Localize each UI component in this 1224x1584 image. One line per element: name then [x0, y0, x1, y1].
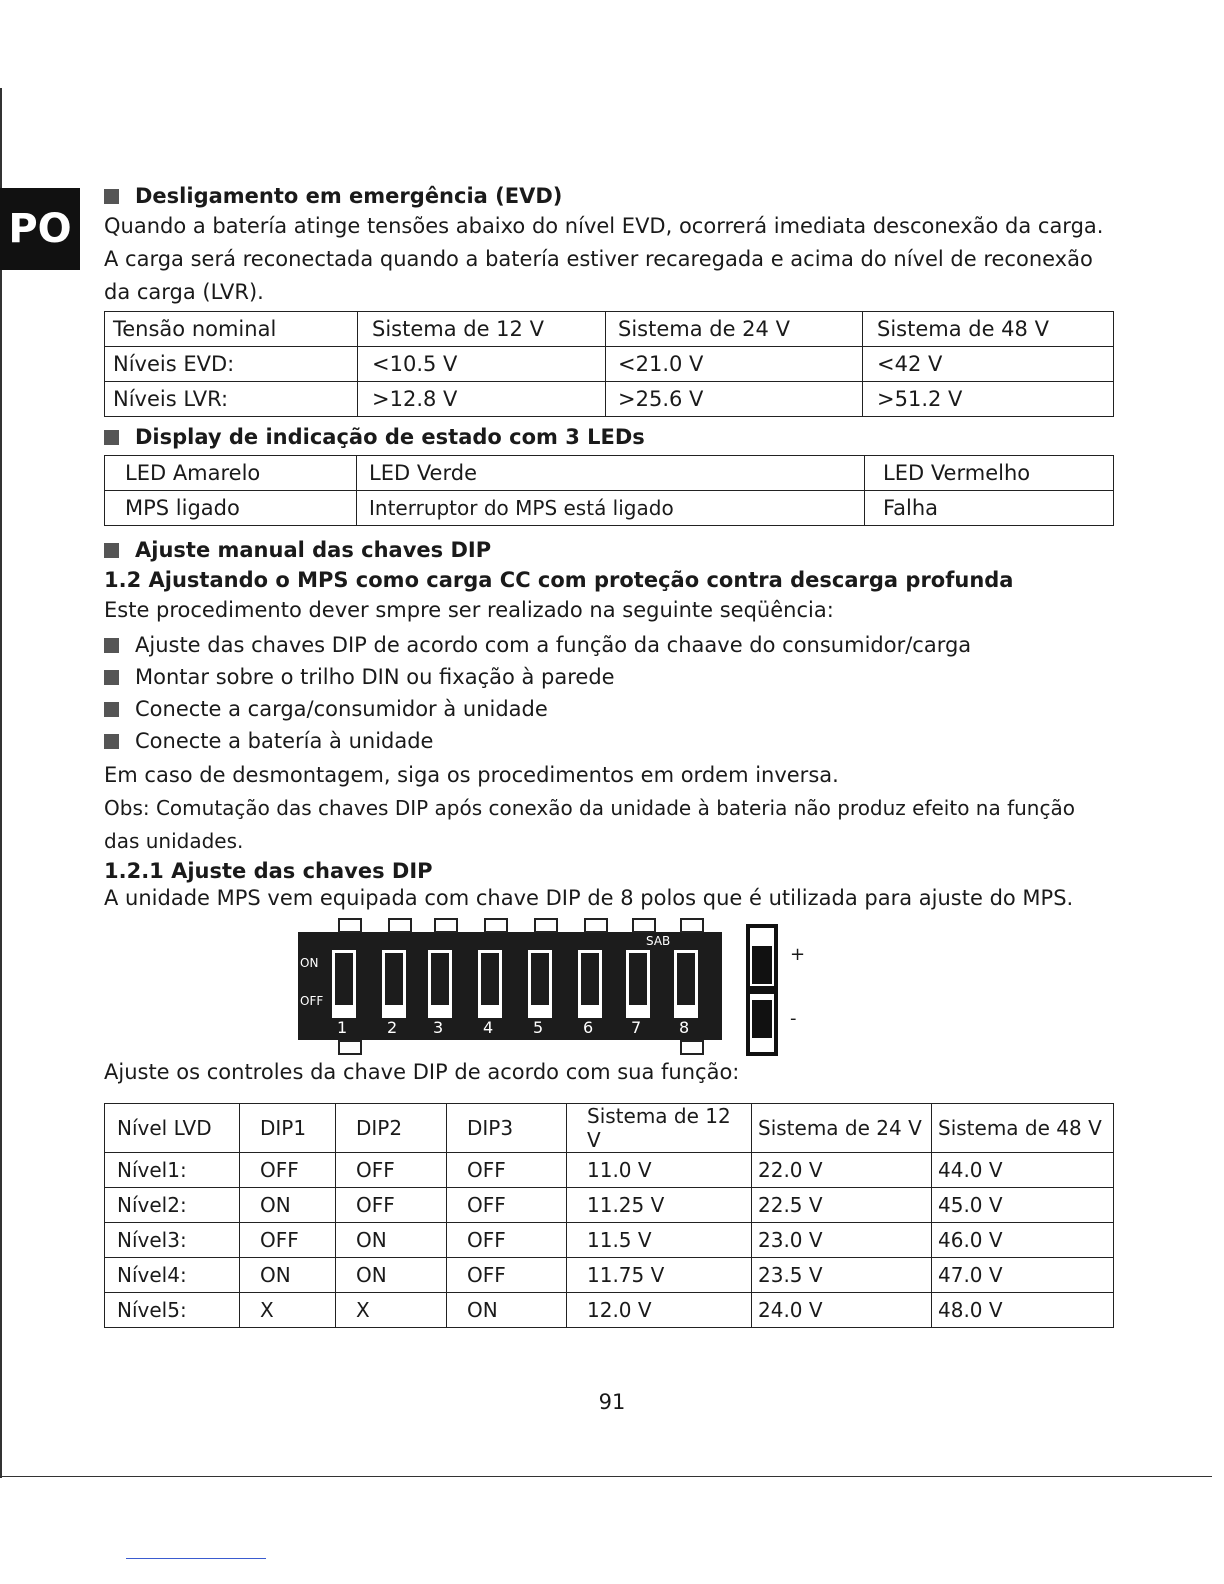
- bullet-square-icon: [104, 670, 119, 685]
- dip-top-cap: [680, 918, 704, 933]
- table-cell: DIP3: [447, 1104, 567, 1153]
- table-cell: 24.0 V: [752, 1293, 932, 1328]
- left-border-line: [0, 88, 2, 1478]
- dip-top-cap: [534, 918, 558, 933]
- table-cell: OFF: [447, 1258, 567, 1293]
- dip-number-label: 1: [337, 1018, 348, 1037]
- dip-top-cap: [388, 918, 412, 933]
- table-cell: <21.0 V: [606, 347, 863, 382]
- table-row: [105, 382, 1114, 417]
- table-cell: 46.0 V: [932, 1223, 1114, 1258]
- lvd-table: [104, 1103, 1114, 1328]
- evd-heading-text: Desligamento em emergência (EVD): [135, 184, 563, 208]
- table-cell: 45.0 V: [932, 1188, 1114, 1223]
- table-cell: OFF: [240, 1223, 336, 1258]
- dip-number-label: 2: [387, 1018, 398, 1037]
- dip-switch-4[interactable]: [478, 950, 502, 1018]
- minus-label: -: [790, 1008, 797, 1029]
- bullet-square-icon: [104, 734, 119, 749]
- dip-number-label: 3: [433, 1018, 444, 1037]
- led-heading: [104, 425, 1114, 449]
- table-cell: 12.0 V: [567, 1293, 752, 1328]
- table-cell: 22.0 V: [752, 1153, 932, 1188]
- table-cell: 11.0 V: [567, 1153, 752, 1188]
- dip-top-cap: [434, 918, 458, 933]
- bullet-square-icon: [104, 189, 119, 204]
- table-cell: Sistema de 48 V: [863, 312, 1114, 347]
- led-table: [104, 455, 1114, 526]
- table-row: [105, 1223, 1114, 1258]
- table-cell: Nível3:: [105, 1223, 240, 1258]
- table-row: [105, 347, 1114, 382]
- list-item: [104, 693, 1114, 725]
- dip-number-label: 4: [483, 1018, 494, 1037]
- table-cell: OFF: [447, 1188, 567, 1223]
- evd-heading: [104, 184, 1114, 208]
- table-cell: DIP1: [240, 1104, 336, 1153]
- led-heading-text: Display de indicação de estado com 3 LEDs: [135, 425, 645, 449]
- list-item-text: Ajuste das chaves DIP de acordo com a função da chaave do consumidor/carga: [135, 633, 972, 657]
- table-cell: <10.5 V: [358, 347, 606, 382]
- table-cell: OFF: [336, 1153, 447, 1188]
- table-cell: Nível4:: [105, 1258, 240, 1293]
- dip-bottom-cap: [680, 1040, 704, 1055]
- list-item: [104, 661, 1114, 693]
- bullet-square-icon: [104, 543, 119, 558]
- dip-switch-8[interactable]: [674, 950, 698, 1018]
- procedure-intro: Este procedimento dever smpre ser realizado na seguinte seqüência:: [104, 598, 834, 622]
- dip-switch-2[interactable]: [382, 950, 406, 1018]
- bullet-square-icon: [104, 702, 119, 717]
- language-tab: PO: [0, 188, 80, 270]
- dip-top-cap: [484, 918, 508, 933]
- table-cell: ON: [336, 1258, 447, 1293]
- table-cell: ON: [240, 1258, 336, 1293]
- footer-blue-line: [126, 1558, 266, 1559]
- table-cell: Sistema de 24 V: [606, 312, 863, 347]
- table-cell: LED Amarelo: [105, 456, 357, 491]
- table-cell: ON: [240, 1188, 336, 1223]
- dip-switch-6[interactable]: [578, 950, 602, 1018]
- list-item: [104, 629, 1114, 661]
- table-cell: 44.0 V: [932, 1153, 1114, 1188]
- table-cell: >51.2 V: [863, 382, 1114, 417]
- side-switch-minus: [746, 990, 778, 1056]
- page-content: [104, 184, 1114, 1328]
- table-cell: ON: [447, 1293, 567, 1328]
- table-cell: Nível2:: [105, 1188, 240, 1223]
- table-cell: LED Verde: [357, 456, 865, 491]
- bullet-square-icon: [104, 430, 119, 445]
- dip-switch-5[interactable]: [528, 950, 552, 1018]
- obs-note: Obs: Comutação das chaves DIP após conexão da unidade à bateria não produz efeito na função das unidades.: [104, 796, 1075, 853]
- dip-heading: [104, 538, 1114, 562]
- bottom-border-line: [0, 1476, 1212, 1477]
- evd-table: [104, 311, 1114, 417]
- dip-top-cap: [632, 918, 656, 933]
- table-cell: Sistema de 24 V: [752, 1104, 932, 1153]
- table-cell: >12.8 V: [358, 382, 606, 417]
- dip-top-cap: [338, 918, 362, 933]
- table-cell: ON: [336, 1223, 447, 1258]
- dip-number-label: 6: [583, 1018, 594, 1037]
- plus-label: +: [790, 944, 806, 965]
- table-row: [105, 312, 1114, 347]
- evd-para1: Quando a batería atinge tensões abaixo do nível EVD, ocorrerá imediata desconexão da carga.: [104, 214, 1104, 238]
- table-cell: Nível LVD: [105, 1104, 240, 1153]
- list-item-text: Montar sobre o trilho DIN ou fixação à parede: [135, 665, 615, 689]
- table-cell: Nível1:: [105, 1153, 240, 1188]
- table-row: [105, 1293, 1114, 1328]
- subheading-1-2: 1.2 Ajustando o MPS como carga CC com proteção contra descarga profunda: [104, 568, 1014, 592]
- page-number: 91: [598, 1390, 626, 1414]
- dip-on-label: ON: [300, 956, 319, 970]
- table-cell: X: [240, 1293, 336, 1328]
- dip-top-cap: [584, 918, 608, 933]
- table-cell: LED Vermelho: [865, 456, 1114, 491]
- dip-switch-3[interactable]: [428, 950, 452, 1018]
- table-cell: Sistema de 12 V: [358, 312, 606, 347]
- table-cell: 23.5 V: [752, 1258, 932, 1293]
- dip-switch-figure: [104, 912, 1114, 1062]
- dip-switch-1[interactable]: [332, 950, 356, 1018]
- dip-off-label: OFF: [300, 994, 324, 1008]
- dip-switch-7[interactable]: [626, 950, 650, 1018]
- table-row: [105, 1104, 1114, 1153]
- adjust-caption: Ajuste os controles da chave DIP de acordo com sua função:: [104, 1060, 740, 1084]
- table-row: [105, 1153, 1114, 1188]
- table-cell: DIP2: [336, 1104, 447, 1153]
- table-cell: OFF: [336, 1188, 447, 1223]
- list-item-text: Conecte a carga/consumidor à unidade: [135, 697, 548, 721]
- side-switch-plus: [746, 924, 778, 990]
- table-row: [105, 491, 1114, 526]
- table-cell: <42 V: [863, 347, 1114, 382]
- dip-switch-body: [298, 932, 722, 1040]
- subheading-1-2-1: 1.2.1 Ajuste das chaves DIP: [104, 859, 433, 883]
- table-row: [105, 456, 1114, 491]
- table-cell: 23.0 V: [752, 1223, 932, 1258]
- dip-number-label: 5: [533, 1018, 544, 1037]
- table-cell: Interruptor do MPS está ligado: [357, 491, 865, 526]
- dip-heading-text: Ajuste manual das chaves DIP: [135, 538, 492, 562]
- table-cell: Níveis EVD:: [105, 347, 358, 382]
- table-cell: OFF: [240, 1153, 336, 1188]
- table-cell: Níveis LVR:: [105, 382, 358, 417]
- table-cell: Sistema de 12 V: [567, 1104, 752, 1153]
- dip-sab-label: SAB: [646, 934, 671, 948]
- dip-para: A unidade MPS vem equipada com chave DIP de 8 polos que é utilizada para ajuste do MPS.: [104, 886, 1074, 910]
- table-row: [105, 1258, 1114, 1293]
- table-cell: Falha: [865, 491, 1114, 526]
- table-row: [105, 1188, 1114, 1223]
- table-cell: MPS ligado: [105, 491, 357, 526]
- disassembly-note: Em caso de desmontagem, siga os procedimentos em ordem inversa.: [104, 763, 839, 787]
- list-item: [104, 725, 1114, 757]
- table-cell: 11.25 V: [567, 1188, 752, 1223]
- table-cell: 22.5 V: [752, 1188, 932, 1223]
- table-cell: Sistema de 48 V: [932, 1104, 1114, 1153]
- table-cell: >25.6 V: [606, 382, 863, 417]
- dip-number-label: 8: [679, 1018, 690, 1037]
- table-cell: OFF: [447, 1153, 567, 1188]
- table-cell: 11.5 V: [567, 1223, 752, 1258]
- dip-number-label: 7: [631, 1018, 642, 1037]
- table-cell: Tensão nominal: [105, 312, 358, 347]
- evd-para2: A carga será reconectada quando a batería estiver recaregada e acima do nível de reconexão da carga (LVR).: [104, 247, 1093, 304]
- steps-list: [104, 629, 1114, 757]
- table-cell: 11.75 V: [567, 1258, 752, 1293]
- table-cell: X: [336, 1293, 447, 1328]
- dip-bottom-cap: [338, 1040, 362, 1055]
- table-cell: OFF: [447, 1223, 567, 1258]
- bullet-square-icon: [104, 638, 119, 653]
- table-cell: 47.0 V: [932, 1258, 1114, 1293]
- list-item-text: Conecte a batería à unidade: [135, 729, 434, 753]
- table-cell: 48.0 V: [932, 1293, 1114, 1328]
- table-cell: Nível5:: [105, 1293, 240, 1328]
